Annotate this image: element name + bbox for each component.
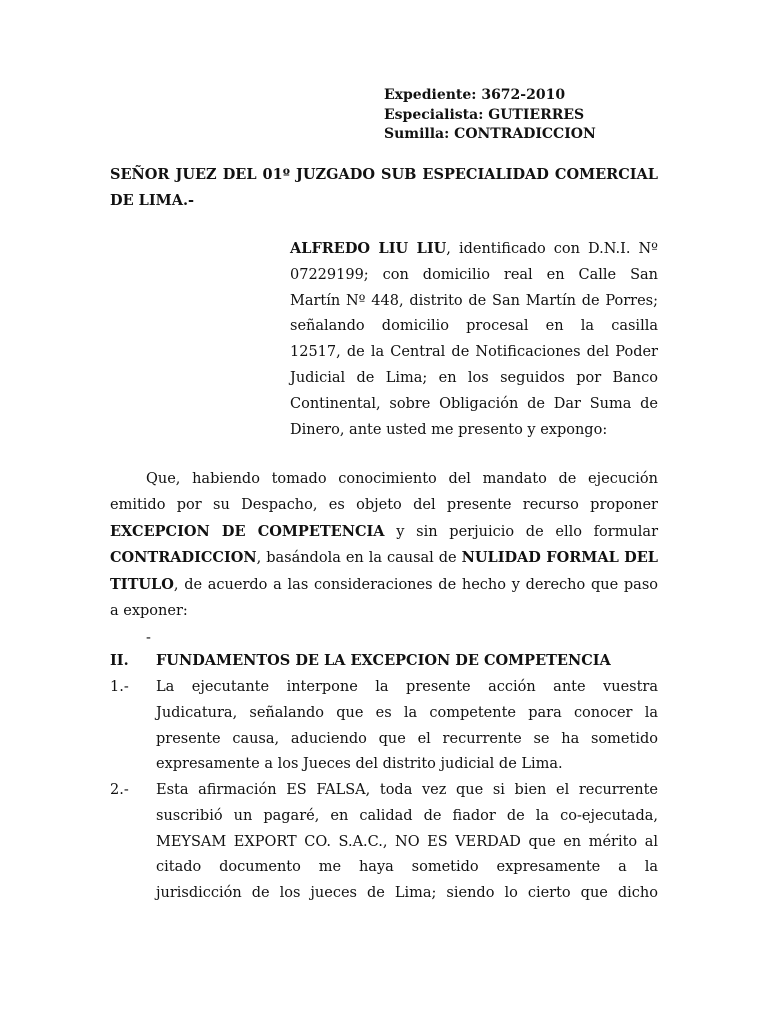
especialista-line: Especialista: GUTIERRES (384, 106, 585, 123)
expediente-line: Expediente: 3672-2010 (384, 87, 566, 103)
nulidad-bold: NULIDAD FORMAL DEL (461, 549, 658, 567)
intro-line-3: Martín Nº 448, distrito de San Martín de Porres; (290, 292, 658, 309)
intro-line-7: Continental, sobre Obligación de Dar Suma de (290, 395, 658, 412)
body-line-5: TITULO, de acuerdo a las consideraciones de hecho y derecho que paso (110, 576, 658, 594)
body-paragraph (110, 467, 658, 625)
intro-line-5: 12517, de la Central de Notificaciones del Poder (290, 344, 658, 361)
item-line: presente causa, aduciendo que el recurrente se ha sometido (156, 730, 658, 747)
item-line: jurisdicción de los jueces de Lima; siendo lo cierto que dicho (156, 885, 658, 902)
intro-paragraph (290, 236, 658, 443)
intro-line-6: Judicial de Lima; en los seguidos por Banco (290, 369, 658, 386)
addressee-line-1: SEÑOR JUEZ DEL 01º JUZGADO SUB ESPECIALIDAD COMERCIAL (110, 166, 658, 183)
section-number: II. (110, 652, 129, 669)
body-line-4: CONTRADICCION, basándola en la causal de NULIDAD FORMAL DEL (110, 549, 658, 567)
intro-line-1: ALFREDO LIU LIU, identificado con D.N.I. Nº (290, 240, 659, 257)
item-line: expresamente a los Jueces del distrito judicial de Lima. (156, 756, 563, 773)
addressee-line-2: DE LIMA.- (110, 192, 195, 209)
excepcion-bold: EXCEPCION DE COMPETENCIA (110, 522, 385, 540)
sumilla-line: Sumilla: CONTRADICCION (384, 126, 596, 142)
petitioner-name: ALFREDO LIU LIU (290, 240, 447, 257)
item-line: suscribió un pagaré, en calidad de fiador de la co-ejecutada, (156, 807, 658, 824)
item-number: 2.- (110, 782, 129, 798)
stray-dash: - (146, 630, 151, 646)
item-line: MEYSAM EXPORT CO. S.A.C., NO ES VERDAD que en mérito al (156, 833, 658, 850)
case-header (384, 86, 596, 145)
list-item (110, 778, 658, 907)
section-heading (110, 648, 658, 674)
item-text (156, 675, 658, 778)
item-line: Esta afirmación ES FALSA, toda vez que si bien el recurrente (156, 782, 658, 798)
list-item (110, 675, 658, 778)
contradiccion-bold: CONTRADICCION (110, 549, 257, 567)
item-line: La ejecutante interpone la presente acción ante vuestra (156, 679, 658, 695)
item-number: 1.- (110, 679, 129, 695)
body-line-2: emitido por su Despacho, es objeto del presente recurso proponer (110, 496, 658, 513)
item-line: citado documento me haya sometido expresamente a la (156, 859, 658, 876)
body-line-6: a exponer: (110, 602, 188, 619)
intro-line-2: 07229199; con domicilio real en Calle San (290, 266, 658, 283)
body-line-3: EXCEPCION DE COMPETENCIA y sin perjuicio de ello formular (110, 522, 658, 540)
intro-line-8: Dinero, ante usted me presento y expongo: (290, 421, 608, 438)
section-title: FUNDAMENTOS DE LA EXCEPCION DE COMPETENCIA (156, 652, 611, 669)
body-line-1: Que, habiendo tomado conocimiento del mandato de ejecución (146, 471, 658, 487)
addressee (110, 162, 658, 214)
titulo-bold: TITULO (110, 576, 174, 594)
item-text (156, 778, 658, 907)
intro-line-4: señalando domicilio procesal en la casilla (290, 318, 658, 335)
item-line: Judicatura, señalando que es la competente para conocer la (156, 704, 658, 721)
